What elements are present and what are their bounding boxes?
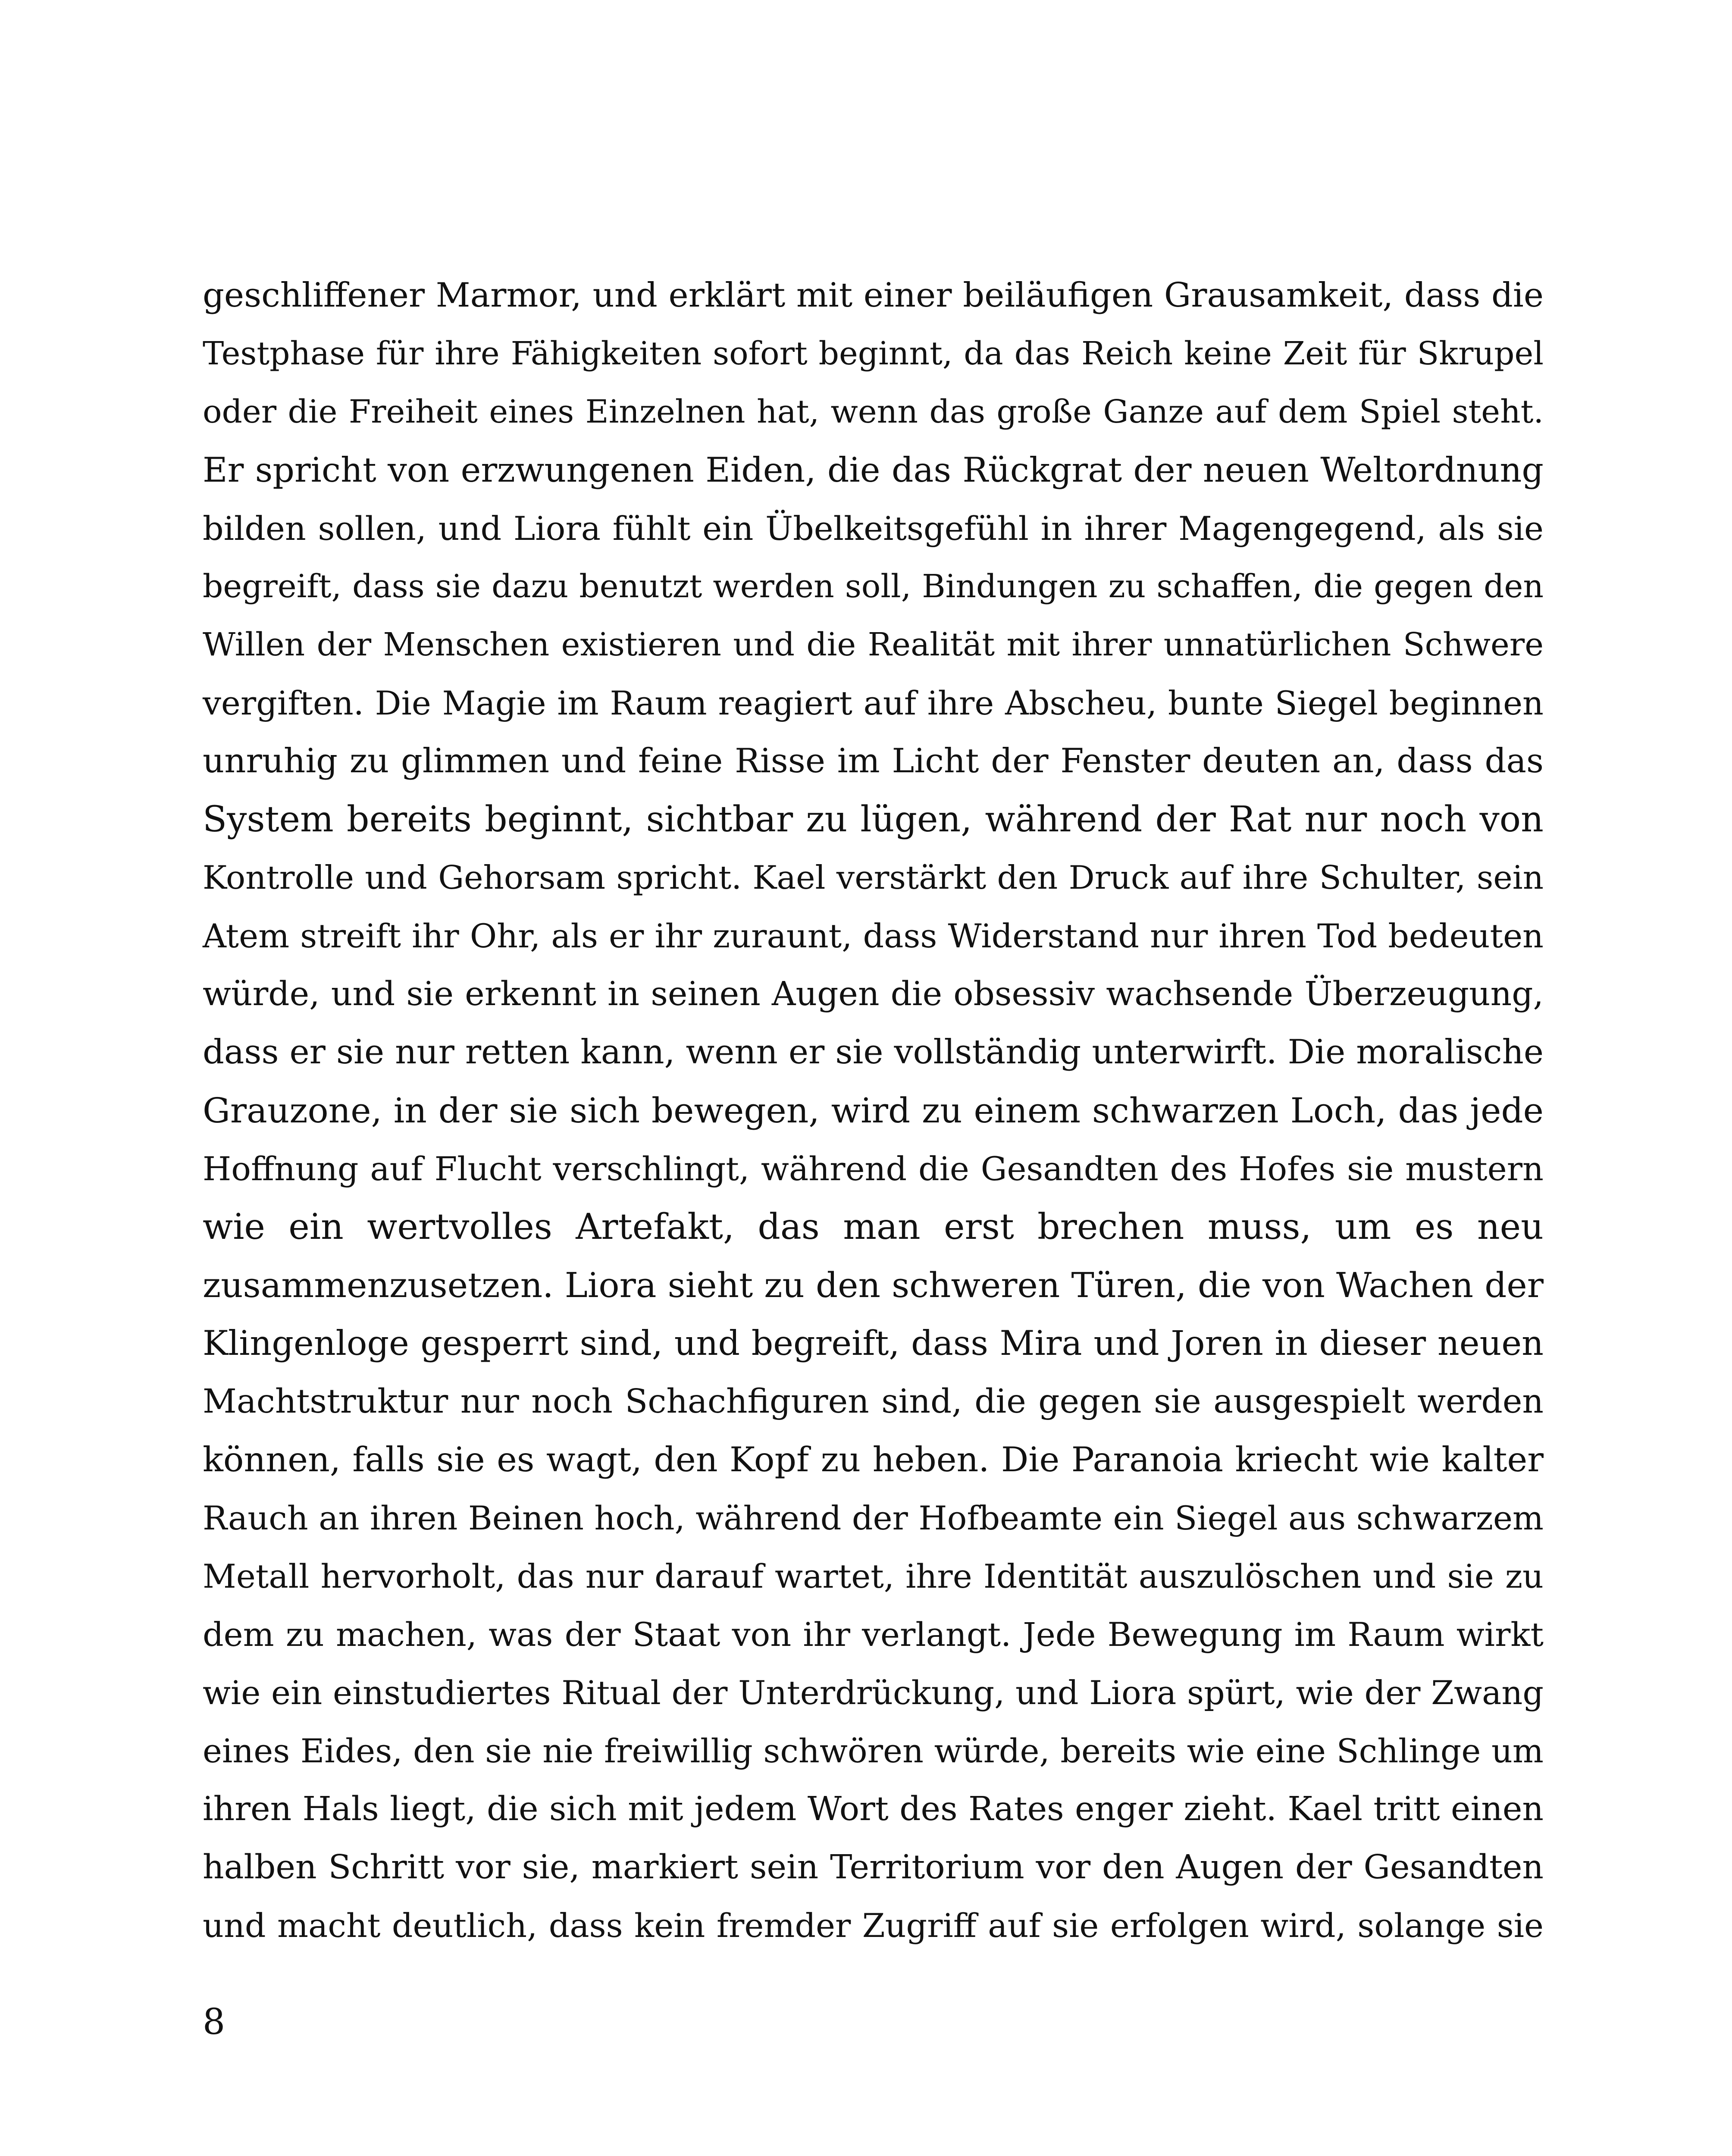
text-line: und macht deutlich, dass kein fremder Zugriff auf sie erfolgen wird, solange sie: [203, 1906, 1544, 1945]
text-line: Grauzone, in der sie sich bewegen, wird zu einem schwarzen Loch, das jede: [203, 1091, 1544, 1131]
text-line: Testphase für ihre Fähigkeiten sofort beginnt, da das Reich keine Zeit für Skrupel: [203, 335, 1544, 372]
text-line: Atem streift ihr Ohr, als er ihr zuraunt, dass Widerstand nur ihren Tod bedeuten: [203, 917, 1544, 955]
text-line: oder die Freiheit eines Einzelnen hat, wenn das große Ganze auf dem Spiel steht.: [203, 393, 1544, 430]
body-text: [203, 266, 1544, 1955]
page-number: 8: [203, 2002, 226, 2043]
text-line: ihren Hals liegt, die sich mit jedem Wort des Rates enger zieht. Kael tritt einen: [203, 1790, 1544, 1828]
text-line: Kontrolle und Gehorsam spricht. Kael verstärkt den Druck auf ihre Schulter, sein: [203, 859, 1544, 896]
text-line: begreift, dass sie dazu benutzt werden soll, Bindungen zu schaffen, die gegen den: [203, 568, 1544, 605]
text-line: wie ein einstudiertes Ritual der Unterdrückung, und Liora spürt, wie der Zwang: [203, 1673, 1544, 1712]
text-line: unruhig zu glimmen und feine Risse im Licht der Fenster deuten an, dass das: [203, 742, 1544, 780]
text-line: würde, und sie erkennt in seinen Augen die obsessiv wachsende Überzeugung,: [203, 975, 1544, 1013]
text-line: Rauch an ihren Beinen hoch, während der Hofbeamte ein Siegel aus schwarzem: [203, 1499, 1544, 1537]
text-line: eines Eides, den sie nie freiwillig schwören würde, bereits wie eine Schlinge um: [203, 1732, 1544, 1770]
text-line: Metall hervorholt, das nur darauf wartet, ihre Identität auszulöschen und sie zu: [203, 1557, 1544, 1595]
text-line: geschliffener Marmor, und erklärt mit einer beiläufigen Grausamkeit, dass die: [203, 276, 1544, 315]
text-line: wie ein wertvolles Artefakt, das man erst brechen muss, um es neu: [203, 1206, 1544, 1247]
text-line: Er spricht von erzwungenen Eiden, die das Rückgrat der neuen Weltordnung: [203, 450, 1544, 490]
text-line: dass er sie nur retten kann, wenn er sie vollständig unterwirft. Die moralische: [203, 1033, 1544, 1072]
text-line: bilden sollen, und Liora fühlt ein Übelkeitsgefühl in ihrer Magengegend, als sie: [203, 509, 1544, 548]
text-line: vergiften. Die Magie im Raum reagiert auf ihre Abscheu, bunte Siegel beginnen: [203, 684, 1544, 722]
text-line: Machtstruktur nur noch Schachfiguren sind, die gegen sie ausgespielt werden: [203, 1382, 1544, 1421]
text-line: Willen der Menschen existieren und die Realität mit ihrer unnatürlichen Schwere: [203, 626, 1544, 663]
text-line: Hoffnung auf Flucht verschlingt, während die Gesandten des Hofes sie mustern: [203, 1150, 1544, 1188]
text-line: dem zu machen, was der Staat von ihr verlangt. Jede Bewegung im Raum wirkt: [203, 1615, 1544, 1654]
text-line: können, falls sie es wagt, den Kopf zu heben. Die Paranoia kriecht wie kalter: [203, 1440, 1544, 1479]
text-line: Klingenloge gesperrt sind, und begreift, dass Mira und Joren in dieser neuen: [203, 1323, 1544, 1363]
text-line: halben Schritt vor sie, markiert sein Territorium vor den Augen der Gesandten: [203, 1848, 1544, 1887]
text-line: zusammenzusetzen. Liora sieht zu den schweren Türen, die von Wachen der: [203, 1265, 1544, 1305]
text-line: System bereits beginnt, sichtbar zu lügen, während der Rat nur noch von: [203, 799, 1544, 840]
